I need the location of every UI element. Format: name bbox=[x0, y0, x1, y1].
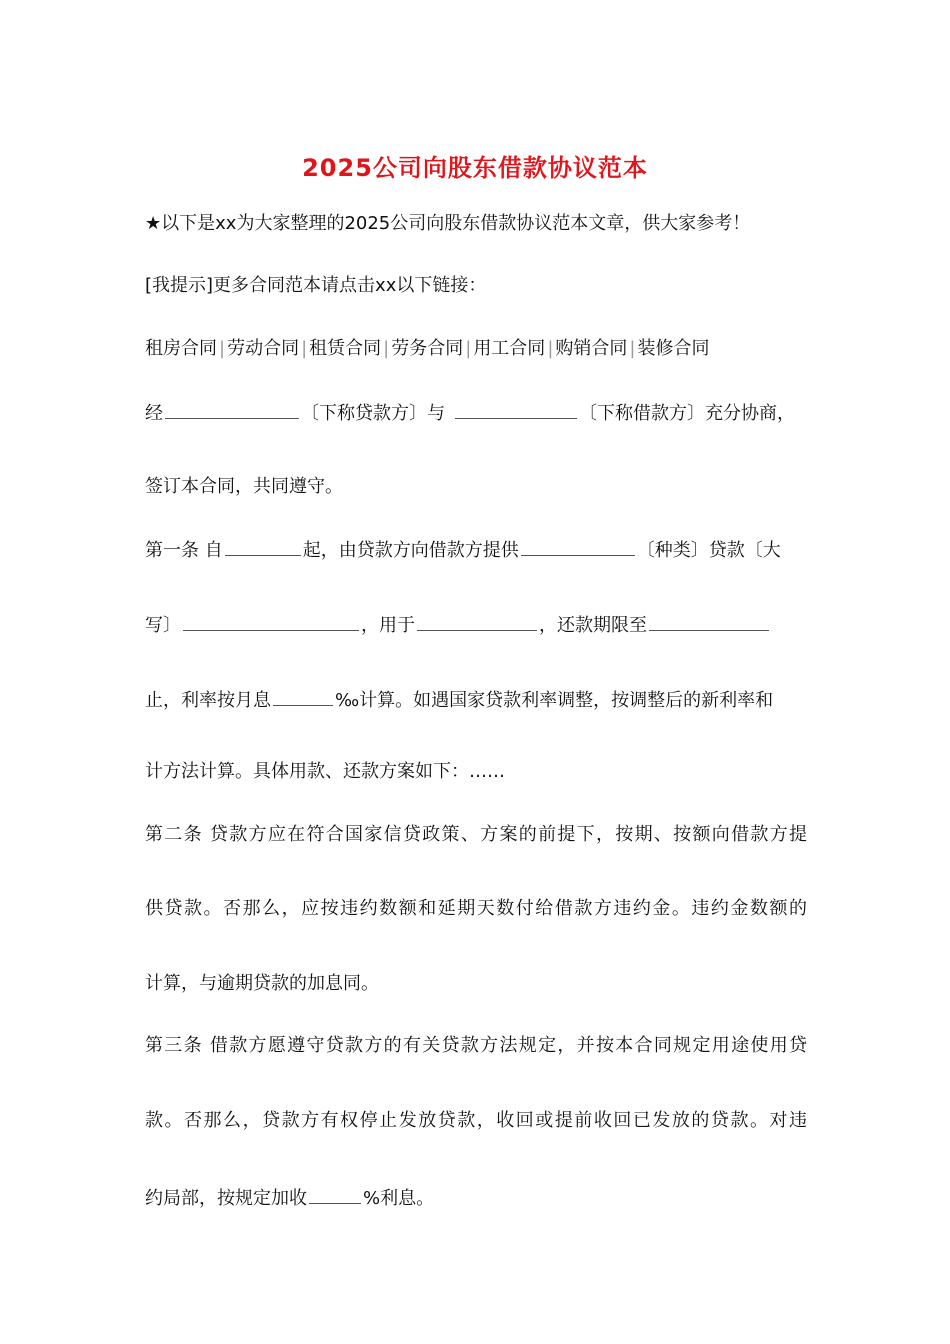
text-segment: ，还款期限至 bbox=[539, 615, 647, 636]
link-service-contract[interactable]: 劳务合同 bbox=[391, 338, 464, 359]
article2-line3: 计算，与逾期贷款的加息同。 bbox=[145, 973, 379, 994]
article2-line2: 供贷款。否那么，应按违约数额和延期天数付给借款方违约金。违约金数额的 bbox=[145, 898, 807, 919]
link-purchase-contract[interactable]: 购销合同 bbox=[555, 338, 628, 359]
link-separator: | bbox=[383, 338, 390, 359]
link-rent-contract[interactable]: 租房合同 bbox=[145, 338, 217, 359]
document-title: 2025公司向股东借款协议范本 bbox=[302, 154, 648, 182]
start-date-blank[interactable] bbox=[225, 533, 301, 556]
link-employment-contract[interactable]: 用工合同 bbox=[473, 338, 546, 359]
amount-in-words-blank[interactable] bbox=[183, 608, 359, 631]
text-segment: 〔下称贷款方〕与 bbox=[301, 403, 445, 424]
text-segment: 止，利率按月息 bbox=[145, 690, 271, 711]
link-separator: | bbox=[465, 338, 472, 359]
article1-line2 bbox=[145, 608, 807, 641]
text-segment: 〔种类〕贷款〔大 bbox=[636, 540, 781, 561]
article1-line3 bbox=[145, 683, 807, 716]
link-lease-contract[interactable]: 租赁合同 bbox=[309, 338, 382, 359]
repayment-deadline-blank[interactable] bbox=[649, 608, 769, 631]
text-segment: 〔下称借款方〕充分协商， bbox=[579, 403, 795, 424]
article2-line1: 第二条 贷款方应在符合国家信贷政策、方案的前提下，按期、按额向借款方提 bbox=[145, 824, 807, 845]
intro-line: ★以下是xx为大家整理的2025公司向股东借款协议范本文章，供大家参考！ bbox=[145, 213, 751, 234]
article3-line2: 款。否那么，贷款方有权停止发放贷款，收回或提前收回已发放的贷款。对违 bbox=[145, 1110, 807, 1131]
loan-type-blank[interactable] bbox=[521, 533, 635, 556]
link-decoration-contract[interactable]: 装修合同 bbox=[637, 338, 710, 359]
text-segment: 写〕 bbox=[145, 615, 181, 636]
text-segment: ，用于 bbox=[361, 615, 415, 636]
link-separator: | bbox=[629, 338, 636, 359]
contract-links bbox=[145, 334, 807, 364]
monthly-rate-blank[interactable] bbox=[273, 683, 333, 706]
article1-line1 bbox=[145, 533, 807, 566]
article3-line1: 第三条 借款方愿遵守贷款方的有关贷款方法规定，并按本合同规定用途使用贷 bbox=[145, 1035, 807, 1056]
text-segment: ‰计算。如遇国家贷款利率调整，按调整后的新利率和 bbox=[335, 690, 774, 711]
link-labor-contract[interactable]: 劳动合同 bbox=[227, 338, 300, 359]
penalty-rate-blank[interactable] bbox=[309, 1181, 361, 1204]
link-separator: | bbox=[301, 338, 308, 359]
tip-line: [我提示]更多合同范本请点击xx以下链接： bbox=[145, 275, 487, 296]
text-segment: %利息。 bbox=[363, 1188, 435, 1209]
link-separator: | bbox=[547, 338, 554, 359]
paragraph-intro-line1 bbox=[145, 396, 807, 429]
article3-line3 bbox=[145, 1181, 807, 1214]
paragraph-intro-line2: 签订本合同，共同遵守。 bbox=[145, 476, 343, 497]
text-segment: 起，由贷款方向借款方提供 bbox=[302, 540, 519, 561]
text-segment: 经 bbox=[145, 403, 163, 424]
link-separator: | bbox=[219, 338, 226, 359]
text-segment: 第一条 自 bbox=[145, 540, 223, 561]
lender-name-blank[interactable] bbox=[165, 396, 299, 419]
loan-purpose-blank[interactable] bbox=[417, 608, 537, 631]
borrower-name-blank[interactable] bbox=[455, 396, 577, 419]
text-segment: 约局部，按规定加收 bbox=[145, 1188, 307, 1209]
article1-line4: 计方法计算。具体用款、还款方案如下：…… bbox=[145, 761, 505, 782]
